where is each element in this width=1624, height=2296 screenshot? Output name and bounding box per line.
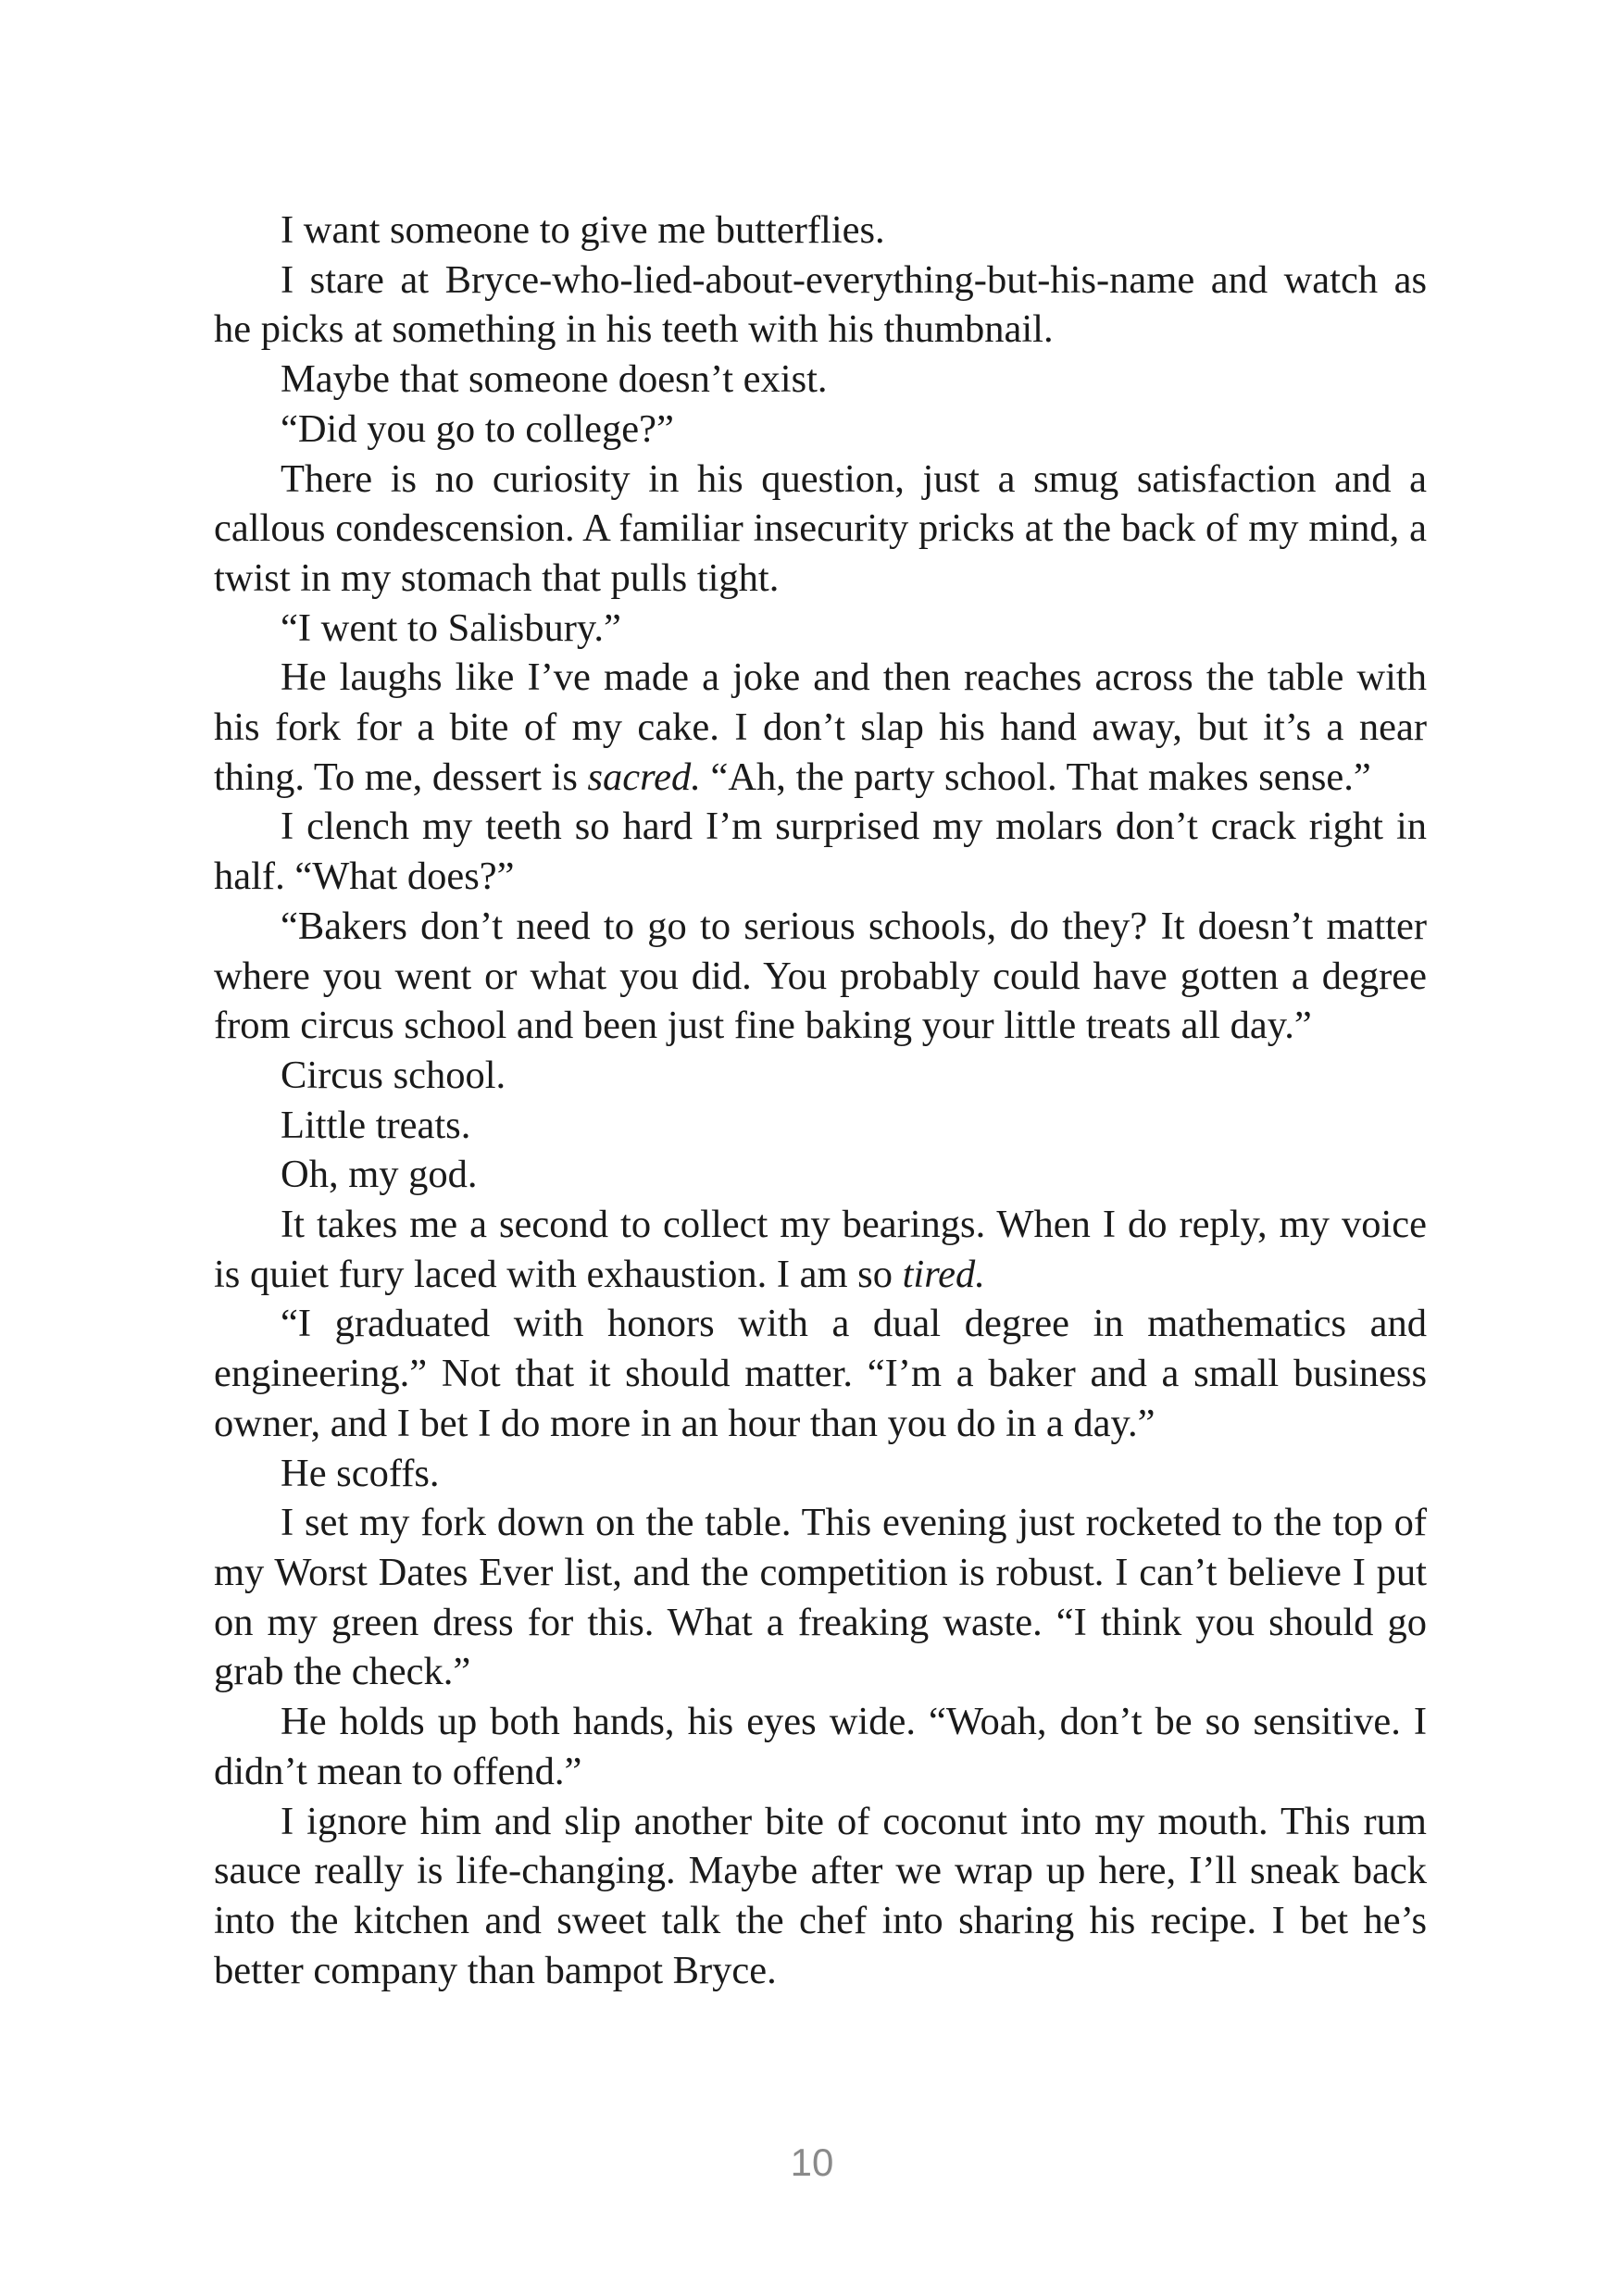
text-run: He scoffs.: [281, 1451, 440, 1495]
text-run: Oh, my god.: [281, 1153, 478, 1197]
text-run: Maybe that someone doesn’t exist.: [281, 357, 828, 402]
paragraph: [214, 653, 1427, 802]
page-number: 10: [790, 2140, 834, 2184]
text-run: He holds up both hands, his eyes wide. “Woah, don’t be so sensitive. I didn’t mean to offend.”: [214, 1700, 1427, 1793]
text-run: “Bakers don’t need to go to serious schools, do they? It doesn’t matter where you went or what you did. You probably could have gotten a degree from circus school and been just fine baking your little treats all day.”: [214, 904, 1427, 1048]
paragraph: [214, 1200, 1427, 1299]
text-run: I set my fork down on the table. This evening just rocketed to the top of my Worst Dates Ever list, and the competition is robust. I can’t believe I put on my green dress for this. What a freaking waste. “I think you should go grab the check.”: [214, 1501, 1427, 1694]
paragraph: [214, 1449, 1427, 1499]
body-text: [214, 206, 1427, 1995]
text-run: “Ah, the party school. That makes sense.”: [700, 755, 1371, 799]
paragraph: [214, 256, 1427, 355]
text-run: “I went to Salisbury.”: [281, 605, 621, 650]
paragraph: [214, 1299, 1427, 1448]
paragraph: [214, 355, 1427, 405]
text-run: I clench my teeth so hard I’m surprised my molars don’t crack right in half. “What does?”: [214, 805, 1427, 899]
paragraph: [214, 1498, 1427, 1697]
paragraph: [214, 1697, 1427, 1796]
text-run: I want someone to give me butterflies.: [281, 208, 885, 252]
text-run: He laughs like I’ve made a joke and then reaches across the table with his fork for a bite of my cake. I don’t slap his hand away, but it’s a near thing. To me, dessert is: [214, 655, 1427, 799]
paragraph: [214, 902, 1427, 1051]
text-run: I ignore him and slip another bite of coconut into my mouth. This rum sauce really is life-changing. Maybe after we wrap up here, I’ll sneak back into the kitchen and sweet talk the chef into sharing his recipe. I bet he’s better company than bampot Bryce.: [214, 1799, 1427, 1992]
text-run: “I graduated with honors with a dual degree in mathematics and engineering.” Not that it should matter. “I’m a baker and a small business owner, and I bet I do more in an hour than you do in a day.”: [214, 1302, 1427, 1445]
text-run: Circus school.: [281, 1053, 506, 1097]
italic-text: tired.: [902, 1252, 985, 1296]
paragraph: [214, 206, 1427, 256]
text-run: Little treats.: [281, 1103, 471, 1147]
paragraph: [214, 455, 1427, 604]
text-run: There is no curiosity in his question, just a smug satisfaction and a callous condescension. A familiar insecurity pricks at the back of my mind, a twist in my stomach that pulls tight.: [214, 456, 1427, 600]
paragraph: [214, 1051, 1427, 1101]
italic-text: sacred.: [587, 755, 701, 799]
text-run: It takes me a second to collect my bearings. When I do reply, my voice is quiet fury laced with exhaustion. I am so: [214, 1203, 1427, 1296]
paragraph: [214, 802, 1427, 901]
paragraph: [214, 604, 1427, 654]
paragraph: [214, 1797, 1427, 1996]
paragraph: [214, 1150, 1427, 1200]
text-run: I stare at Bryce-who-lied-about-everything-but-his-name and watch as he picks at something in his teeth with his thumbnail.: [214, 257, 1427, 352]
paragraph: [214, 405, 1427, 455]
text-run: “Did you go to college?”: [281, 406, 674, 451]
paragraph: [214, 1101, 1427, 1151]
